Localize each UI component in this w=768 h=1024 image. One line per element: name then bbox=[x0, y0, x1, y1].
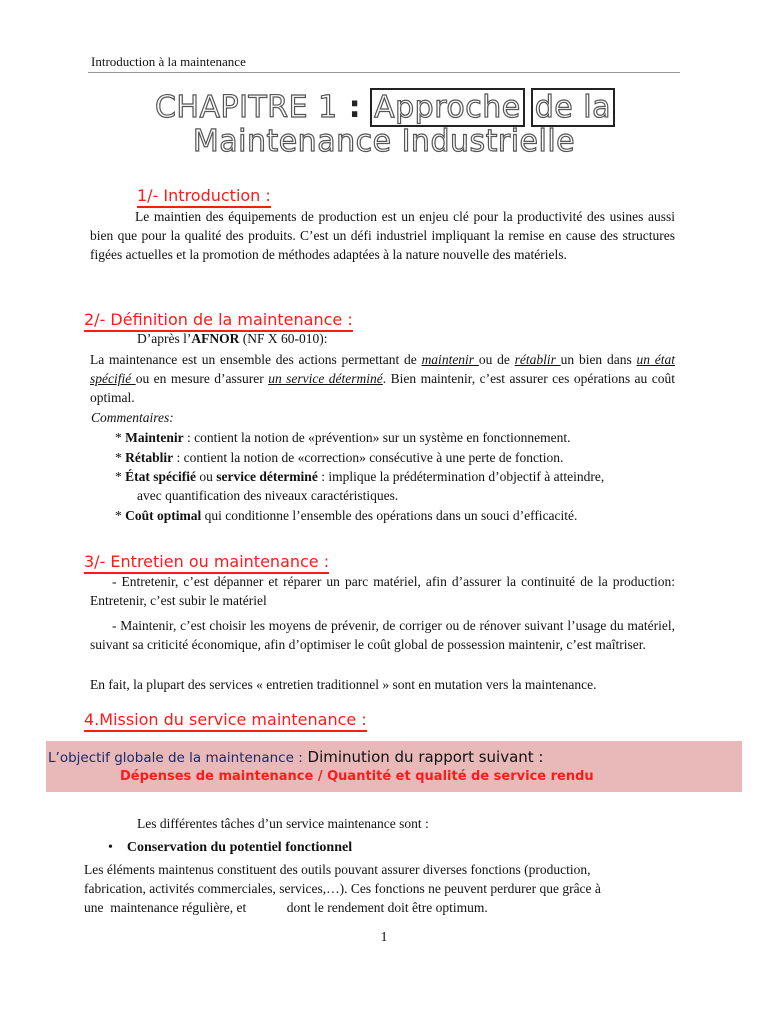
introduction-paragraph: Le maintien des équipements de production est un enjeu clé pour la productivité des usines aussi bien que pour la qualité des produits. C’est un défi industriel impliquant la remise en cause des structures figées actuelles et la promotion de méthodes adaptées à la nature nouvelle des matériels. bbox=[90, 209, 675, 262]
term-maintenir: maintenir bbox=[421, 352, 479, 367]
entretien-paragraph-3: En fait, la plupart des services « entretien traditionnel » sont en mutation vers la maintenance. bbox=[90, 677, 597, 692]
comment-etat-specifie-continued: avec quantification des niveaux caractéristiques. bbox=[137, 488, 399, 503]
afnor-bold: AFNOR bbox=[191, 331, 240, 346]
last-paragraph-line1: Les éléments maintenus constituent des outils pouvant assurer diverses fonctions (production, bbox=[84, 862, 591, 877]
title-word-de-la: de la bbox=[534, 90, 612, 125]
entretien-paragraph-1: - Entretenir, c’est dépanner et réparer un parc matériel, afin d’assurer la continuité de la production: Entretenir, c’est subir le matériel bbox=[90, 574, 675, 608]
running-header: Introduction à la maintenance bbox=[91, 54, 246, 69]
chapter-number: CHAPITRE 1 bbox=[154, 90, 338, 125]
definition-paragraph: La maintenance est un ensemble des actions permettant de maintenir ou de rétablir un bien dans un état spécifié ou en mesure d’assurer un service déterminé. Bien maintenir, c’est assurer ces opérations au coût optimal. bbox=[90, 352, 675, 405]
entretien-paragraph-2: - Maintenir, c’est choisir les moyens de prévenir, de corriger ou de rénover suivant l’usage du matériel, suivant sa criticité économique, afin d’optimiser le coût global de possession maintenir, c’est maîtriser. bbox=[90, 618, 675, 652]
header-divider bbox=[88, 72, 680, 73]
term-service-determine: un service déterminé bbox=[268, 371, 383, 386]
last-paragraph-line2: fabrication, activités commerciales, services,…). Ces fonctions ne peuvent perdurer que grâce à bbox=[84, 881, 601, 896]
comment-cout-optimal: * Coût optimal qui conditionne l’ensemble des opérations dans un souci d’efficacité. bbox=[115, 508, 578, 523]
page-number: 1 bbox=[380, 930, 388, 945]
objective-statement bbox=[48, 748, 544, 766]
section-heading-mission: 4.Mission du service maintenance : bbox=[84, 710, 367, 732]
chapter-title-line1 bbox=[0, 90, 768, 125]
chapter-title-line2: Maintenance Industrielle bbox=[192, 124, 576, 159]
title-colon: : bbox=[337, 90, 373, 125]
last-paragraph-line3: une maintenance régulière, et dont le rendement doit être optimum. bbox=[84, 900, 488, 915]
comment-maintenir: * Maintenir : contient la notion de «prévention» sur un système en fonctionnement. bbox=[115, 430, 571, 445]
title-word-approche: Approche bbox=[374, 90, 521, 125]
bullet-conservation: • Conservation du potentiel fonctionnel bbox=[108, 840, 353, 855]
section-heading-introduction: 1/- Introduction : bbox=[137, 186, 271, 208]
comment-retablir: * Rétablir : contient la notion de «correction» consécutive à une perte de fonction. bbox=[115, 450, 564, 465]
bullet-title: Conservation du potentiel fonctionnel bbox=[126, 840, 353, 855]
comments-label: Commentaires: bbox=[91, 410, 174, 425]
objective-description: Diminution du rapport suivant : bbox=[302, 748, 544, 766]
afnor-reference: D’après l’AFNOR (NF X 60-010): bbox=[137, 331, 328, 346]
tasks-intro: Les différentes tâches d’un service maintenance sont : bbox=[137, 816, 429, 831]
section-heading-definition: 2/- Définition de la maintenance : bbox=[84, 310, 353, 332]
objective-label: L’objectif globale de la maintenance : bbox=[48, 750, 303, 766]
section-heading-entretien: 3/- Entretien ou maintenance : bbox=[84, 552, 329, 574]
term-retablir: rétablir bbox=[514, 352, 561, 367]
comment-etat-specifie: * État spécifié ou service déterminé : implique la prédétermination d’objectif à atteindre, bbox=[115, 469, 605, 484]
objective-ratio: Dépenses de maintenance / Quantité et qualité de service rendu bbox=[120, 769, 594, 784]
term-etat-specifie: un état spécifié bbox=[90, 352, 675, 386]
